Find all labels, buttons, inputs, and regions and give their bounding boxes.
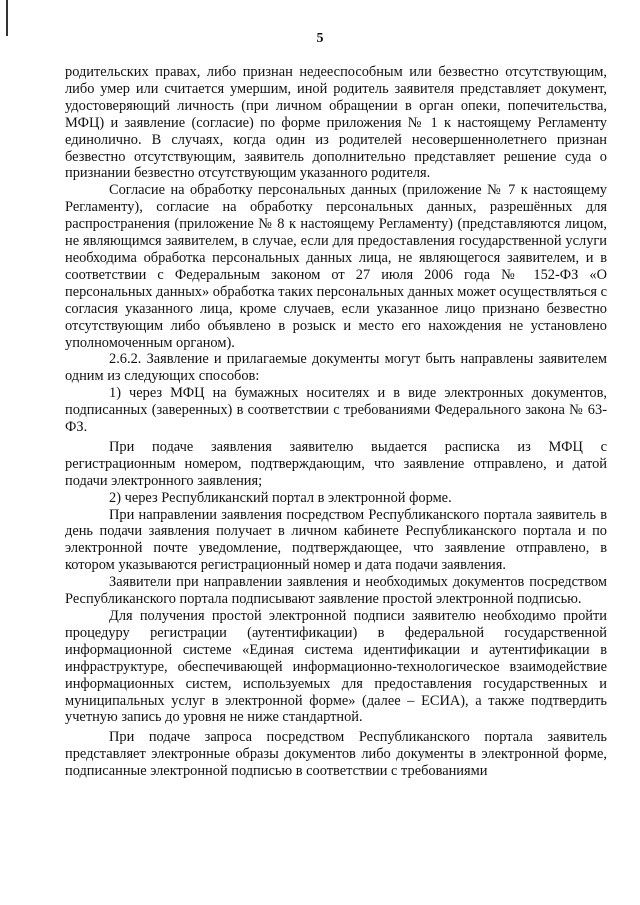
paragraph-method-portal: 2) через Республиканский портал в электронной форме. (109, 489, 452, 506)
paragraph-esia-registration: Для получения простой электронной подписи заявителю необходимо пройти процедуру регистрации (аутентификации) в федеральной государственной информационной системе «Единая система идентификации и аутентификации в инфраструктуре, обеспечивающей информационно-технологическое взаимодействие информационных систем, используемых для предоставления государственных и муниципальных услуг в электронной форме» (далее – ЕСИА), а также подтвердить учетную запись до уровня не ниже стандартной. (65, 608, 607, 726)
page-number: 5 (316, 31, 324, 46)
paragraph-parental-rights: родительских правах, либо признан недееспособным или безвестно отсутствующим, либо умер или считается умершим, иной родитель заявителя представляет документ, удостоверяющий личность (при личном обращении в орган опеки, попечительства, МФЦ) и заявление (согласие) по форме приложения № 1 к настоящему Регламенту единолично. В случаях, когда один из родителей несовершеннолетнего признан безвестно отсутствующим, заявитель дополнительно представляет решение суда о признании безвестно отсутствующим указанного родителя. (65, 64, 607, 182)
paragraph-simple-signature: Заявители при направлении заявления и необходимых документов посредством Республиканского портала подписывают заявление простой электронной подписью. (65, 574, 607, 608)
paragraph-personal-data-consent: Согласие на обработку персональных данных (приложение № 7 к настоящему Регламенту), согласие на обработку персональных данных, разрешённых для распространения (приложение № 8 к настоящему Регламенту) (представляются лицом, не являющимся заявителем, в случае, если для предоставления государственной услуги необходима обработка персональных данных лица, не являющегося заявителем, и в соответствии с Федеральным законом от 27 июля 2006 года № 152-ФЗ «О персональных данных» обработка таких персональных данных может осуществляться с согласия указанного лица, кроме случаев, если указанное лицо признано безвестно отсутствующим либо объявлено в розыск и место его нахождения не установлено уполномоченным органом). (65, 182, 607, 351)
paragraph-electronic-documents: При подаче запроса посредством Республиканского портала заявитель представляет электронные образы документов либо документы в электронной форме, подписанные электронной подписью в соответствии с требованиями (65, 729, 607, 780)
document-body (65, 64, 607, 780)
paragraph-portal-notification: При направлении заявления посредством Республиканского портала заявитель в день подачи заявления получает в личном кабинете Республиканского портала и по электронной почте уведомление, подтверждающее, что заявление отправлено, в котором указываются регистрационный номер и дата подачи заявления. (65, 506, 607, 574)
paragraph-mfc-receipt: При подаче заявления заявителю выдается расписка из МФЦ с регистрационным номером, подтверждающим, что заявление отправлено, и датой подачи электронного заявления; (65, 438, 607, 489)
paragraph-2-6-2-submission-methods: 2.6.2. Заявление и прилагаемые документы могут быть направлены заявителем одним из следующих способов: (65, 351, 607, 385)
paragraph-method-mfc: 1) через МФЦ на бумажных носителях и в виде электронных документов, подписанных (заверенных) в соответствии с требованиями Федерального закона № 63-ФЗ. (65, 385, 607, 436)
